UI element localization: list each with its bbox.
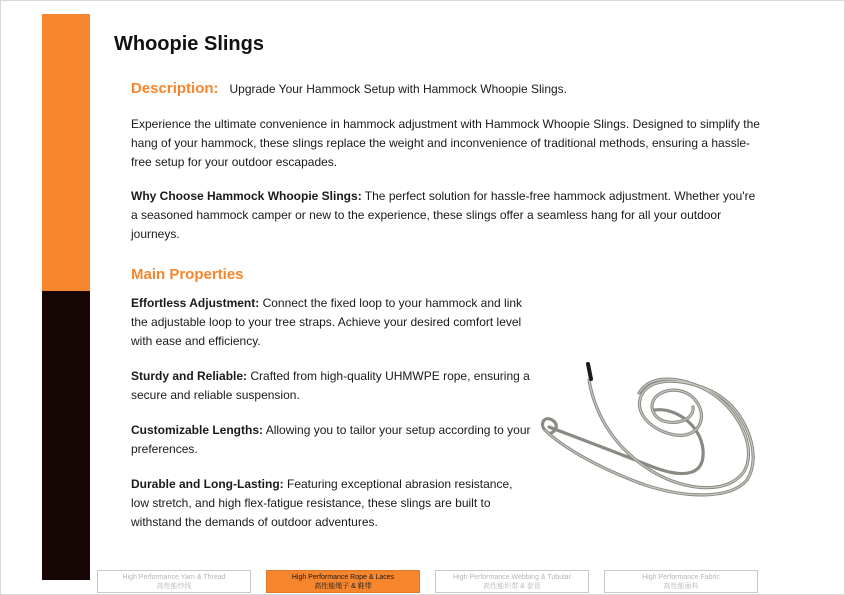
footer-tab-label-en: High Performance Rope & Laces xyxy=(291,574,395,581)
property-text: Allowing you to tailor your setup according to your preferences. xyxy=(131,423,531,456)
property-label: Sturdy and Reliable: xyxy=(131,369,248,383)
footer-tab-label-cn: 高性能绳子 & 鞋带 xyxy=(314,583,372,590)
footer-tab-yarn-thread[interactable] xyxy=(97,570,251,593)
description-row xyxy=(131,80,567,97)
main-properties-title: Main Properties xyxy=(131,266,244,283)
footer-tab-webbing-tubular[interactable] xyxy=(435,570,589,593)
footer-tab-label-cn: 高性能面料 xyxy=(663,583,699,590)
property-label: Effortless Adjustment: xyxy=(131,296,260,310)
why-paragraph xyxy=(131,187,761,244)
footer-tab-label-cn: 高性能纱线 xyxy=(156,583,192,590)
whoopie-sling-image xyxy=(535,355,760,510)
why-label: Why Choose Hammock Whoopie Slings: xyxy=(131,189,362,203)
description-text: Upgrade Your Hammock Setup with Hammock Whoopie Slings. xyxy=(229,82,568,96)
footer-tab-label-en: High Performance Webbing & Tubular xyxy=(453,574,571,581)
footer-tab-label-cn: 高性能织带 & 套管 xyxy=(483,583,541,590)
side-band-dark xyxy=(42,291,90,580)
footer-tab-label-en: High Performance Fabric xyxy=(642,574,720,581)
intro-paragraph: Experience the ultimate convenience in hammock adjustment with Hammock Whoopie Slings. Designed to simplify the hang of your hammock, these slings replace the weight and inconvenience of traditional methods, ensuring a hassle-free setup for your outdoor escapades. xyxy=(131,117,760,169)
property-item xyxy=(131,367,531,405)
property-label: Durable and Long-Lasting: xyxy=(131,477,284,491)
property-text: Featuring exceptional abrasion resistance, low stretch, and high flex-fatigue resistance, these slings are built to withstand the demands of outdoor adventures. xyxy=(131,477,513,529)
footer-tab-fabric[interactable] xyxy=(604,570,758,593)
page-title: Whoopie Slings xyxy=(114,33,264,55)
side-band-orange xyxy=(42,14,90,291)
description-label: Description: xyxy=(131,80,219,97)
footer-tab-label-en: High Performance Yarn & Thread xyxy=(122,574,226,581)
why-text: The perfect solution for hassle-free hammock adjustment. Whether you're a seasoned hammock camper or new to the experience, these slings offer a seamless hang for all your outdoor journeys. xyxy=(131,189,756,241)
property-item xyxy=(131,294,531,351)
property-label: Customizable Lengths: xyxy=(131,423,264,437)
property-item xyxy=(131,475,531,532)
property-item xyxy=(131,421,531,459)
property-text: Crafted from high-quality UHMWPE rope, ensuring a secure and reliable suspension. xyxy=(131,369,530,402)
footer-tab-rope-laces[interactable] xyxy=(266,570,420,593)
property-text: Connect the fixed loop to your hammock and link the adjustable loop to your tree straps. Achieve your desired comfort level with ease and efficiency. xyxy=(131,296,523,348)
